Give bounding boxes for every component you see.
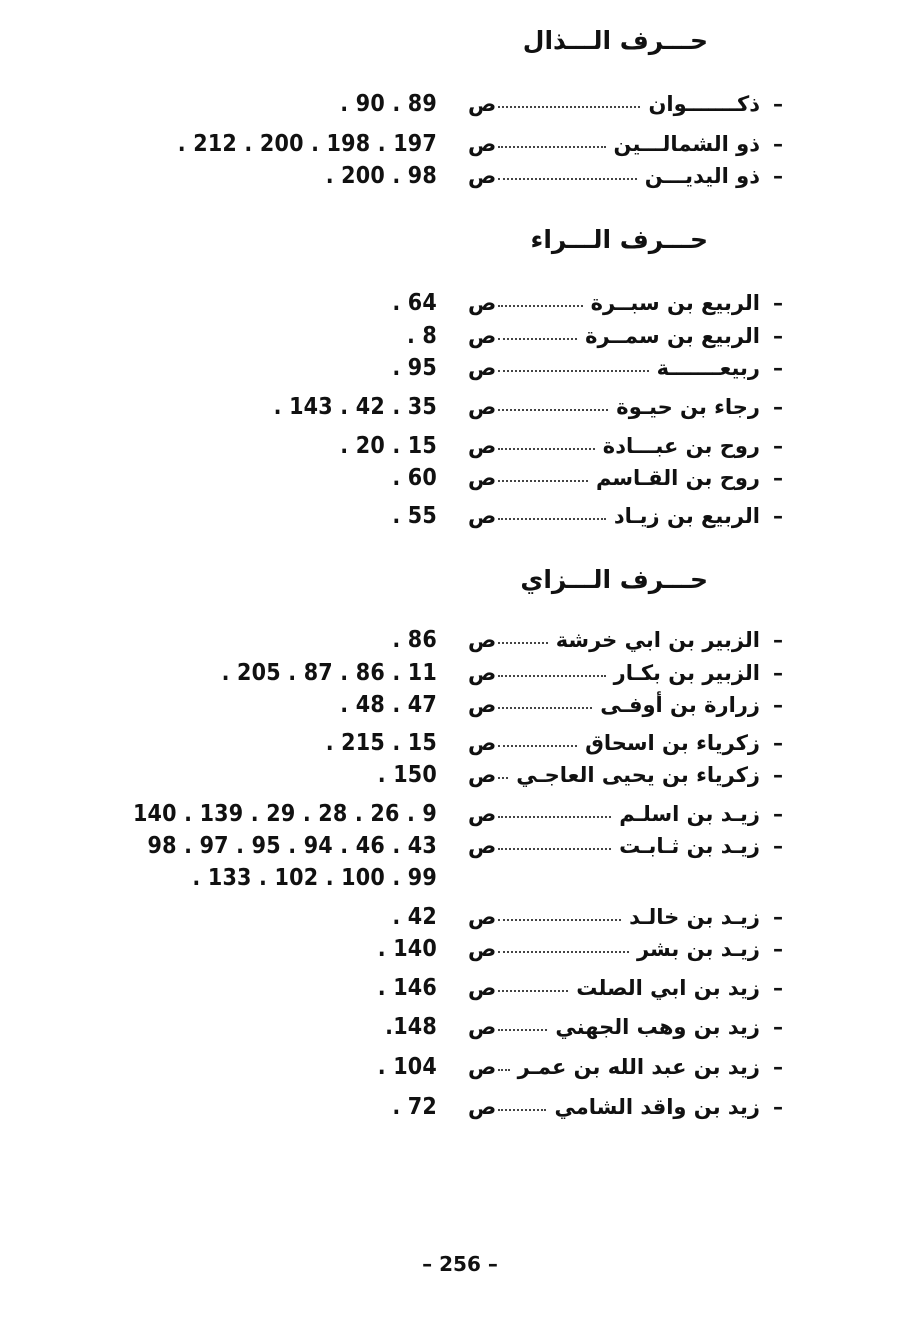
entry-pages: . 205 . 87 . 86 . 11 xyxy=(221,660,437,686)
entry-pages: . 140 xyxy=(377,936,437,962)
index-entry xyxy=(0,902,920,932)
index-entry xyxy=(0,353,920,383)
page-marker: ص xyxy=(468,164,497,188)
dotted-leader xyxy=(498,409,608,411)
page-marker: ص xyxy=(468,434,497,458)
dotted-leader xyxy=(498,919,621,921)
entry-name: زيد بن واقد الشامي xyxy=(554,1095,760,1119)
entry-name: الربيع بن سبــرة xyxy=(590,291,760,315)
page-marker: ص xyxy=(468,693,497,717)
entry-name: الربيع بن سمــرة xyxy=(585,324,760,348)
entry-pages: . 55 xyxy=(392,503,437,529)
entry-name: الزبير بن ابي خرشة xyxy=(555,628,760,652)
entry-dash: – xyxy=(773,1055,783,1079)
entry-dash: – xyxy=(773,466,783,490)
index-entry xyxy=(0,799,920,829)
dotted-leader xyxy=(498,146,606,148)
entry-dash: – xyxy=(773,164,783,188)
entry-dash: – xyxy=(773,434,783,458)
index-entry xyxy=(0,625,920,655)
entry-name: روح بن القـاسم xyxy=(595,466,760,490)
index-entry xyxy=(0,129,920,159)
index-entry xyxy=(0,463,920,493)
dotted-leader xyxy=(498,178,637,180)
entry-pages: . 143 . 42 . 35 xyxy=(273,394,437,420)
index-entry-continuation xyxy=(0,863,920,893)
entry-pages: . 95 xyxy=(392,355,437,381)
entry-name: زرارة بن أوفـى xyxy=(600,693,760,717)
dotted-leader xyxy=(498,848,611,850)
index-entry xyxy=(0,1092,920,1122)
dotted-leader xyxy=(498,1069,510,1071)
entry-name: روح بن عبـــادة xyxy=(602,434,760,458)
entry-pages: .148 xyxy=(385,1014,437,1040)
entry-pages: . 104 xyxy=(377,1054,437,1080)
page-number: – 256 – xyxy=(422,1252,498,1276)
page-marker: ص xyxy=(468,628,497,652)
entry-dash: – xyxy=(773,132,783,156)
dotted-leader xyxy=(498,777,508,779)
dotted-leader xyxy=(498,106,640,108)
entry-name: زيـد بن خالـد xyxy=(629,905,760,929)
entry-pages: . 64 xyxy=(392,290,437,316)
entry-pages: . 212 . 200 . 198 . 197 xyxy=(177,131,437,157)
entry-pages: . 133 . 102 . 100 . 99 xyxy=(192,865,437,891)
index-entry xyxy=(0,501,920,531)
dotted-leader xyxy=(498,642,548,644)
entry-dash: – xyxy=(773,731,783,755)
entry-pages: . 8 xyxy=(406,323,437,349)
dotted-leader xyxy=(498,745,577,747)
entry-name: زيـد بن بشر xyxy=(636,937,760,961)
entry-name: زيـد بن ثـابـت xyxy=(619,834,760,858)
entry-dash: – xyxy=(773,763,783,787)
dotted-leader xyxy=(498,518,606,520)
entry-name: زيد بن وهب الجهني xyxy=(555,1015,760,1039)
entry-dash: – xyxy=(773,324,783,348)
entry-pages: . 150 xyxy=(377,762,437,788)
entry-dash: – xyxy=(773,1095,783,1119)
dotted-leader xyxy=(498,448,595,450)
page-marker: ص xyxy=(468,763,497,787)
index-entry xyxy=(0,760,920,790)
entry-pages: . 20 . 15 xyxy=(340,433,437,459)
dotted-leader xyxy=(498,1109,546,1111)
dotted-leader xyxy=(498,675,606,677)
entry-dash: – xyxy=(773,504,783,528)
entry-pages: . 146 xyxy=(377,975,437,1001)
index-entry xyxy=(0,431,920,461)
page-marker: ص xyxy=(468,132,497,156)
page-marker: ص xyxy=(468,731,497,755)
entry-dash: – xyxy=(773,693,783,717)
entry-name: زكرياء بن اسحاق xyxy=(585,731,760,755)
entry-name: ذكـــــــوان xyxy=(648,92,760,116)
index-entry xyxy=(0,831,920,861)
page-marker: ص xyxy=(468,324,497,348)
entry-pages: 140 . 139 . 29 . 28 . 26 . 9 xyxy=(132,801,437,827)
entry-name: زيد بن ابي الصلت xyxy=(576,976,760,1000)
entry-pages: . 72 xyxy=(392,1094,437,1120)
entry-name: ذو الشمالـــين xyxy=(613,132,760,156)
page-marker: ص xyxy=(468,92,497,116)
entry-dash: – xyxy=(773,356,783,380)
entry-pages: . 48 . 47 xyxy=(340,692,437,718)
index-entry xyxy=(0,690,920,720)
index-entry xyxy=(0,728,920,758)
entry-pages: . 42 xyxy=(392,904,437,930)
dotted-leader xyxy=(498,370,649,372)
entry-dash: – xyxy=(773,802,783,826)
dotted-leader xyxy=(498,816,611,818)
page-marker: ص xyxy=(468,356,497,380)
page-marker: ص xyxy=(468,1095,497,1119)
page-marker: ص xyxy=(468,834,497,858)
entry-dash: – xyxy=(773,905,783,929)
page-marker: ص xyxy=(468,1015,497,1039)
page-marker: ص xyxy=(468,976,497,1000)
dotted-leader xyxy=(498,707,592,709)
page-marker: ص xyxy=(468,504,497,528)
entry-name: رجاء بن حيـوة xyxy=(616,395,760,419)
entry-dash: – xyxy=(773,976,783,1000)
index-entry xyxy=(0,973,920,1003)
index-entry xyxy=(0,161,920,191)
page-marker: ص xyxy=(468,661,497,685)
entry-name: الزبير بن بكـار xyxy=(613,661,760,685)
section-heading-ra: حـــرف الـــراء xyxy=(530,225,708,254)
dotted-leader xyxy=(498,990,568,992)
dotted-leader xyxy=(498,305,583,307)
index-entry xyxy=(0,392,920,422)
page-marker: ص xyxy=(468,395,497,419)
entry-name: ذو اليديـــن xyxy=(644,164,760,188)
dotted-leader xyxy=(498,480,588,482)
page-marker: ص xyxy=(468,905,497,929)
page-marker: ص xyxy=(468,937,497,961)
page-marker: ص xyxy=(468,466,497,490)
entry-dash: – xyxy=(773,937,783,961)
entry-dash: – xyxy=(773,1015,783,1039)
dotted-leader xyxy=(498,338,577,340)
index-entry xyxy=(0,1052,920,1082)
entry-dash: – xyxy=(773,628,783,652)
index-entry xyxy=(0,321,920,351)
entry-dash: – xyxy=(773,291,783,315)
entry-dash: – xyxy=(773,395,783,419)
index-entry xyxy=(0,934,920,964)
entry-dash: – xyxy=(773,834,783,858)
page-marker: ص xyxy=(468,291,497,315)
index-entry xyxy=(0,658,920,688)
entry-pages: . 86 xyxy=(392,627,437,653)
index-entry xyxy=(0,89,920,119)
page-marker: ص xyxy=(468,802,497,826)
entry-name: ربيعـــــــة xyxy=(656,356,760,380)
entry-pages: . 90 . 89 xyxy=(340,91,437,117)
entry-dash: – xyxy=(773,92,783,116)
section-heading-dhal: حـــرف الـــذال xyxy=(522,26,708,55)
entry-pages: . 215 . 15 xyxy=(325,730,437,756)
dotted-leader xyxy=(498,1029,547,1031)
dotted-leader xyxy=(498,951,629,953)
page-marker: ص xyxy=(468,1055,497,1079)
entry-dash: – xyxy=(773,661,783,685)
entry-name: زيـد بن اسلـم xyxy=(619,802,760,826)
entry-name: الربيع بن زيـاد xyxy=(613,504,760,528)
section-heading-zay: حـــرف الـــزاي xyxy=(520,565,708,594)
entry-pages: 98 . 97 . 95 . 94 . 46 . 43 xyxy=(147,833,437,859)
entry-name: زكرياء بن يحيى العاجـي xyxy=(516,763,760,787)
index-entry xyxy=(0,288,920,318)
entry-name: زيد بن عبد الله بن عمـر xyxy=(517,1055,760,1079)
entry-pages: . 200 . 98 xyxy=(325,163,437,189)
entry-pages: . 60 xyxy=(392,465,437,491)
index-entry xyxy=(0,1012,920,1042)
